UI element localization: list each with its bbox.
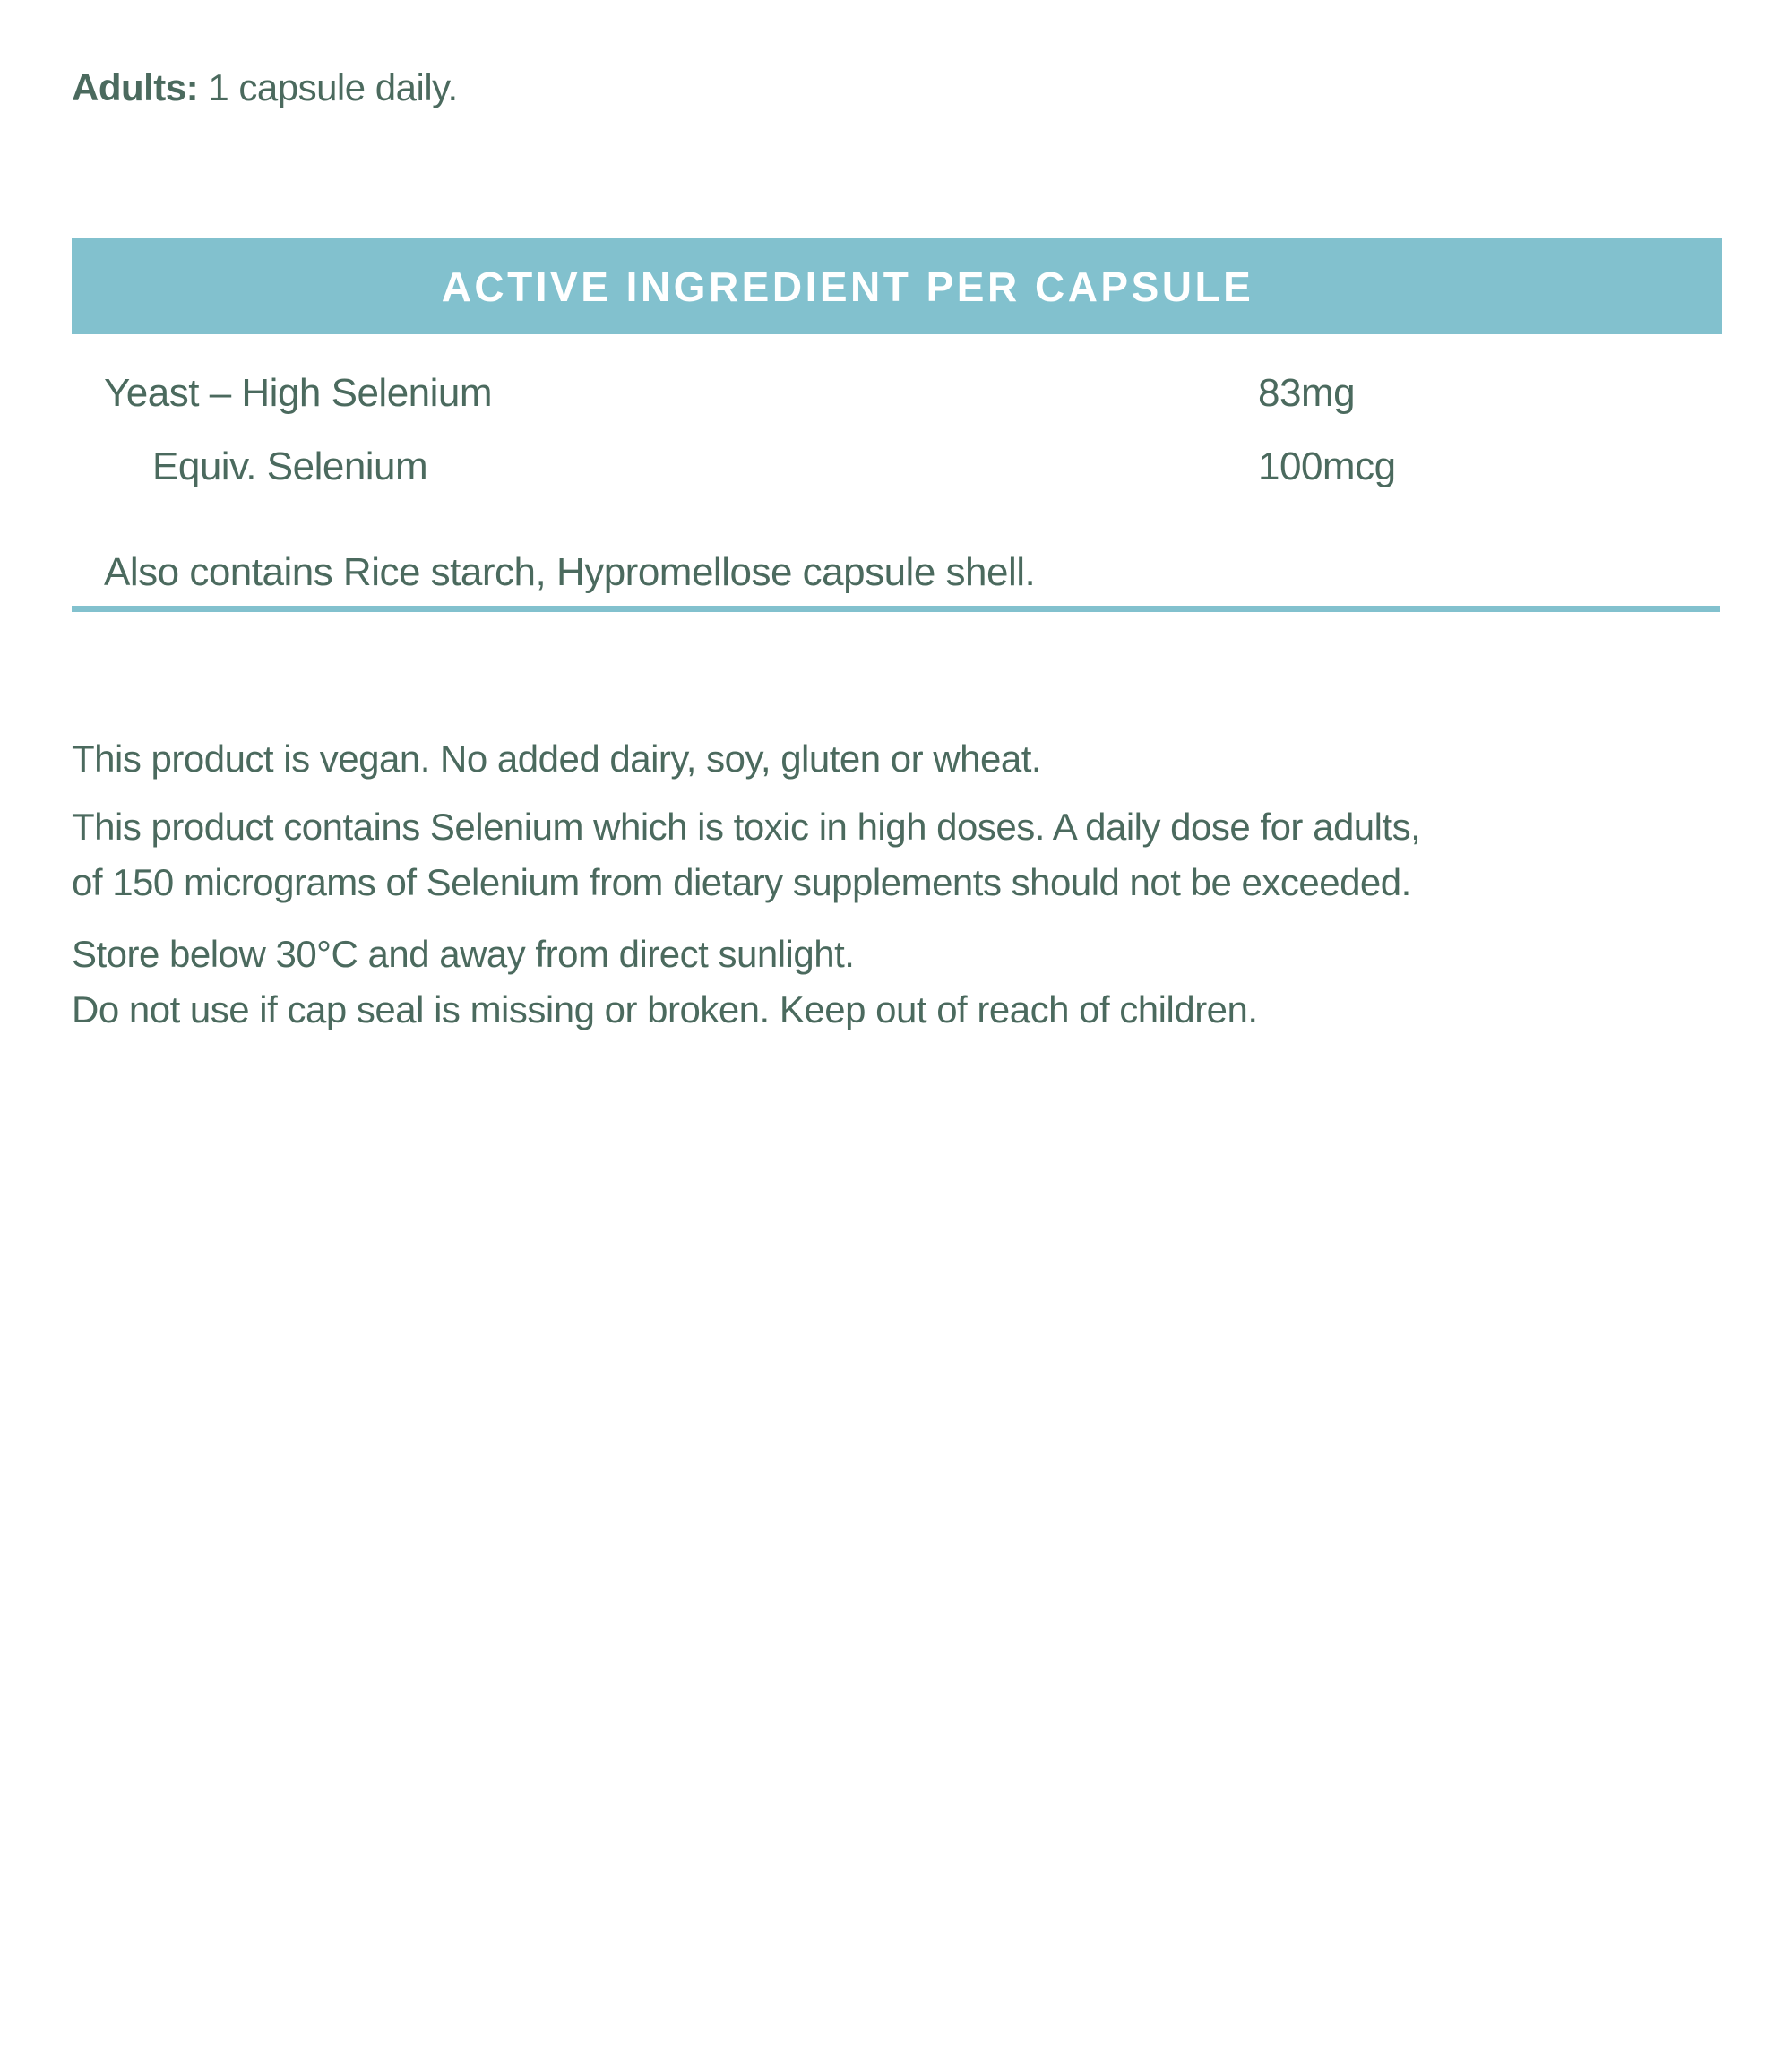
dosage-audience-label: Adults: xyxy=(72,66,199,108)
panel-bottom-rule xyxy=(72,606,1720,612)
vegan-statement: This product is vegan. No added dairy, soy, gluten or wheat. xyxy=(72,737,1042,780)
ingredient-name-equiv-selenium: Equiv. Selenium xyxy=(152,444,428,488)
storage-line1: Store below 30°C and away from direct sunlight. xyxy=(72,933,855,975)
selenium-warning-line1: This product contains Selenium which is toxic in high doses. A daily dose for adults, xyxy=(72,806,1421,848)
dosage-text: 1 capsule daily. xyxy=(198,66,458,108)
selenium-warning xyxy=(72,799,1420,910)
selenium-warning-line2: of 150 micrograms of Selenium from dietary supplements should not be exceeded. xyxy=(72,861,1411,903)
storage-line2: Do not use if cap seal is missing or broken. Keep out of reach of children. xyxy=(72,988,1258,1030)
active-ingredient-header-bar xyxy=(72,238,1722,334)
storage-instructions xyxy=(72,927,1258,1038)
active-ingredient-header-title: ACTIVE INGREDIENT PER CAPSULE xyxy=(441,263,1254,310)
dosage-directions xyxy=(72,65,458,111)
ingredient-amount-yeast-high-selenium: 83mg xyxy=(1258,371,1356,415)
ingredient-amount-equiv-selenium: 100mcg xyxy=(1258,444,1396,488)
ingredient-name-yeast-high-selenium: Yeast – High Selenium xyxy=(104,371,493,415)
excipients-footnote: Also contains Rice starch, Hypromellose capsule shell. xyxy=(104,550,1036,594)
